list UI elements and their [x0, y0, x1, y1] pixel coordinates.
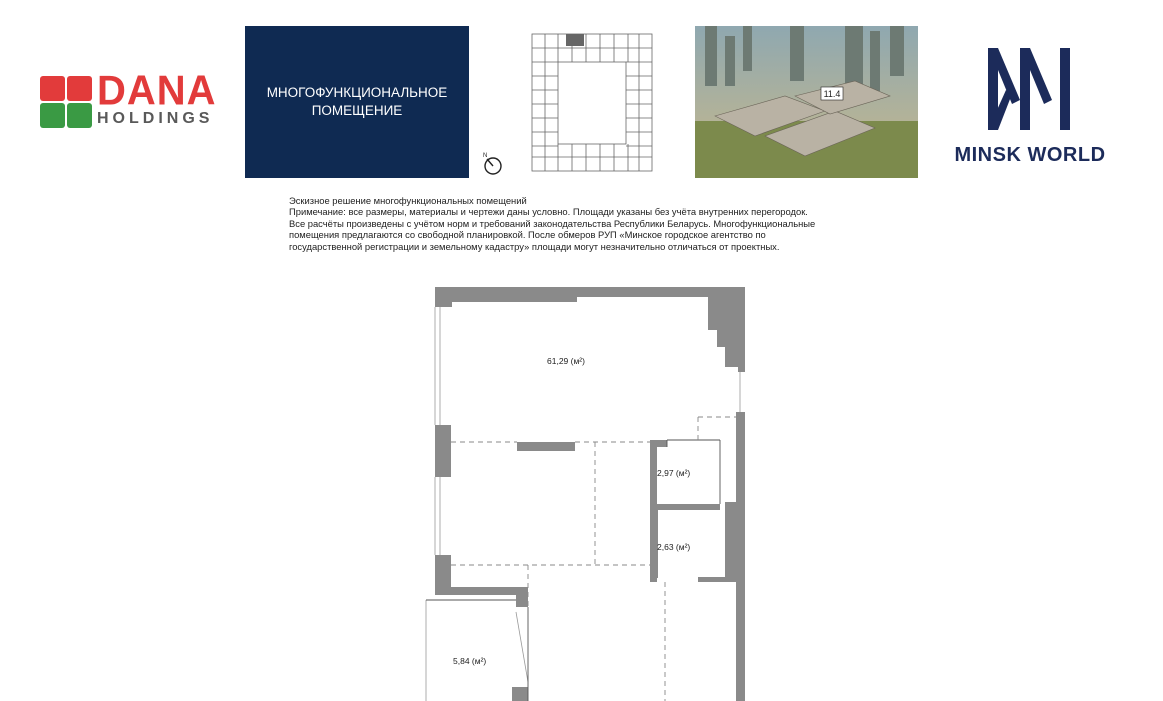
walls — [435, 287, 745, 701]
zone-dashes — [451, 417, 736, 701]
area-label-room-2: 2,97 (м²) — [657, 468, 691, 478]
logo-square-red-2 — [67, 76, 92, 101]
minsk-world-logo — [940, 40, 1120, 170]
title-line-1: МНОГОФУНКЦИОНАЛЬНОЕ — [266, 85, 448, 100]
area-label-terrace: 5,84 (м²) — [453, 656, 487, 666]
area-label-room-3: 2,63 (м²) — [657, 542, 691, 552]
note-line-5: государственной регистрации и земельному кадастру» площади могут незначительно отличаться от проектных. — [289, 240, 780, 252]
note-line-4: помещения предлагаются со свободной планировкой. После обмеров РУП «Минское городское агентство по — [289, 229, 766, 241]
logo-square-green-1 — [40, 103, 65, 128]
building-tag: 11.4 — [823, 89, 841, 99]
area-label-main-hall: 61,29 (м²) — [547, 356, 585, 366]
dana-holdings-logo — [40, 67, 230, 128]
complex-aerial-render — [695, 26, 918, 178]
note-line-2: Примечание: все размеры, материалы и чертежи даны условно. Площади указаны без учёта внутренних перегородок. — [289, 206, 808, 218]
selected-unit-marker — [566, 34, 584, 46]
note-line-1: Эскизное решение многофункциональных помещений — [289, 195, 527, 206]
floor-plan — [420, 282, 750, 701]
mw-monogram-icon — [940, 40, 1120, 140]
logo-square-green-2 — [67, 103, 92, 128]
title-line-2: ПОМЕЩЕНИЕ — [311, 103, 403, 118]
minsk-world-logo-text: MINSK WORLD — [954, 144, 1106, 166]
premises-title-box — [245, 26, 469, 178]
dana-logo-sub: HOLDINGS — [97, 110, 214, 127]
building-key-plan — [528, 30, 656, 175]
note-line-3: Все расчёты произведены с учётом норм и требований законодательства Республики Беларусь. Многофункциональные — [289, 217, 816, 229]
compass-label: N — [483, 153, 488, 159]
north-compass-icon — [480, 150, 504, 176]
dana-logo-word: DANA — [97, 67, 217, 115]
logo-square-red-1 — [40, 76, 65, 101]
disclaimer-notes — [289, 195, 899, 252]
